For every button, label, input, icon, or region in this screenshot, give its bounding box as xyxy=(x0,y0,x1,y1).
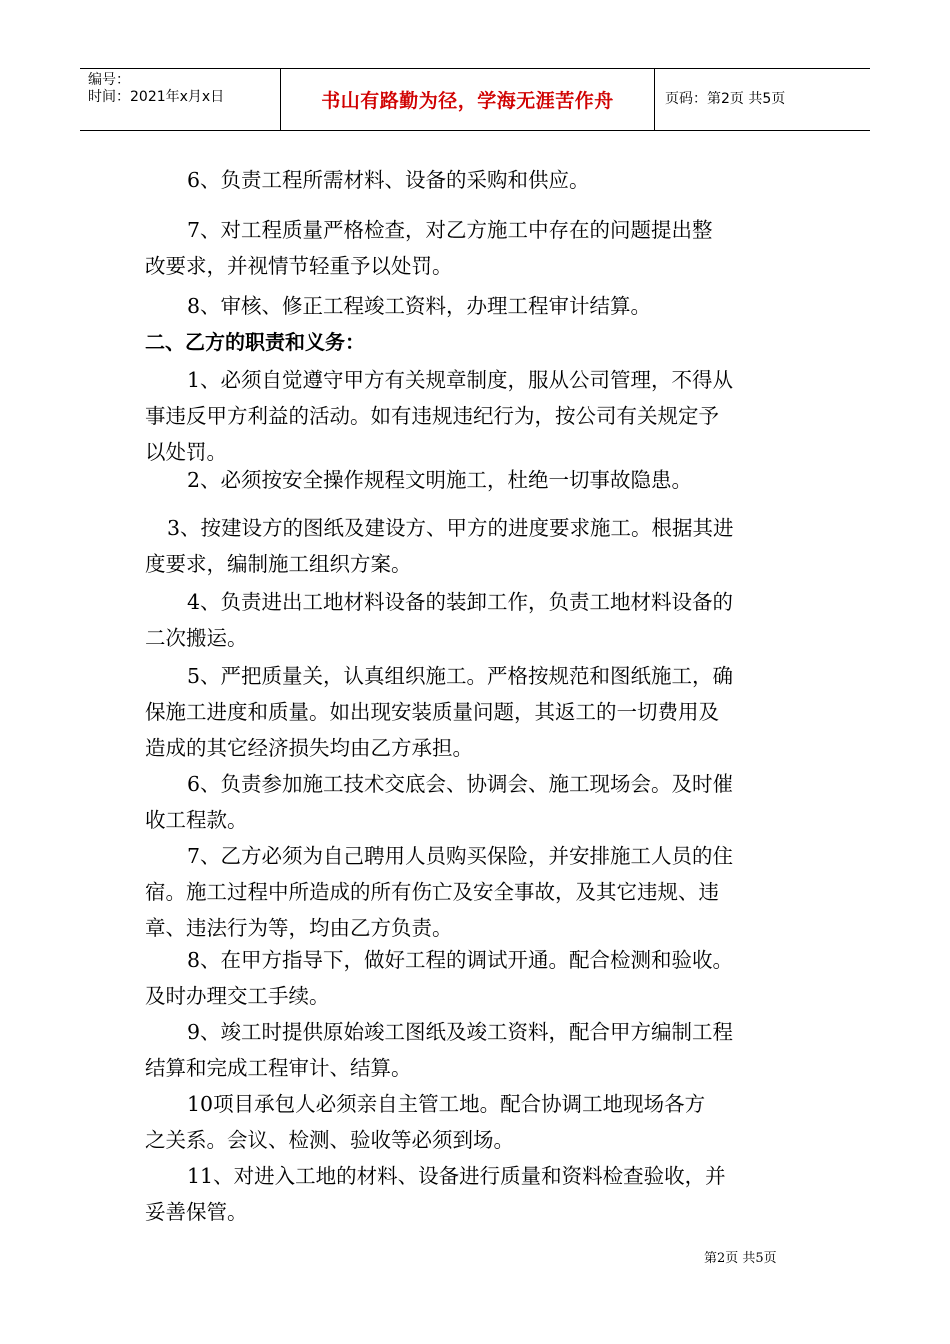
paragraph-line: 结算和完成工程审计、结算。 xyxy=(145,1056,412,1080)
paragraph xyxy=(145,1086,810,1158)
paragraph-line: 3、按建设方的图纸及建设方、甲方的进度要求施工。根据其进 xyxy=(167,516,734,540)
paragraph xyxy=(145,838,810,946)
header-info-cell xyxy=(80,69,281,130)
paragraph-line: 9、竣工时提供原始竣工图纸及竣工资料，配合甲方编制工程 xyxy=(187,1020,734,1044)
header-page-cell xyxy=(655,69,870,130)
paragraph-line: 6、负责参加施工技术交底会、协调会、施工现场会。及时催 xyxy=(187,772,734,796)
paragraph-line: 1、必须自觉遵守甲方有关规章制度，服从公司管理，不得从 xyxy=(187,368,734,392)
paragraph-line: 8、审核、修正工程竣工资料，办理工程审计结算。 xyxy=(187,294,652,318)
paragraph-line: 6、负责工程所需材料、设备的采购和供应。 xyxy=(187,168,590,192)
paragraph-line: 宿。施工过程中所造成的所有伤亡及安全事故，及其它违规、违 xyxy=(145,880,719,904)
number-label: 编号： xyxy=(88,72,130,88)
time-label: 时间：2021年x月x日 xyxy=(88,89,225,105)
paragraph xyxy=(145,658,810,766)
paragraph xyxy=(145,942,810,1014)
paragraph-line: 11、对进入工地的材料、设备进行质量和资料检查验收，并 xyxy=(187,1164,726,1188)
paragraph-line: 二次搬运。 xyxy=(145,626,248,650)
paragraph xyxy=(145,766,810,838)
paragraph xyxy=(145,1014,810,1086)
paragraph-line: 造成的其它经济损失均由乙方承担。 xyxy=(145,736,473,760)
page-footer: 第2页 共5页 xyxy=(704,1251,777,1266)
paragraph-line: 妥善保管。 xyxy=(145,1200,248,1224)
paragraph-line: 2、必须按安全操作规程文明施工，杜绝一切事故隐患。 xyxy=(187,468,693,492)
paragraph-line: 保施工进度和质量。如出现安装质量问题，其返工的一切费用及 xyxy=(145,700,719,724)
paragraph xyxy=(145,212,810,284)
paragraph xyxy=(145,288,810,324)
paragraph-line: 8、在甲方指导下，做好工程的调试开通。配合检测和验收。 xyxy=(187,948,734,972)
page-header xyxy=(80,68,870,131)
paragraph-line: 5、严把质量关，认真组织施工。严格按规范和图纸施工，确 xyxy=(187,664,734,688)
section-heading: 二、乙方的职责和义务： xyxy=(145,330,365,354)
paragraph xyxy=(145,584,810,656)
paragraph-line: 及时办理交工手续。 xyxy=(145,984,330,1008)
paragraph-line: 10项目承包人必须亲自主管工地。配合协调工地现场各方 xyxy=(187,1092,706,1116)
paragraph xyxy=(145,510,810,582)
paragraph-line: 之关系。会议、检测、验收等必须到场。 xyxy=(145,1128,514,1152)
paragraph-line: 事违反甲方利益的活动。如有违规违纪行为，按公司有关规定予 xyxy=(145,404,719,428)
paragraph-line: 4、负责进出工地材料设备的装卸工作，负责工地材料设备的 xyxy=(187,590,734,614)
paragraph xyxy=(145,1158,810,1230)
paragraph xyxy=(145,462,810,498)
paragraph-line: 度要求，编制施工组织方案。 xyxy=(145,552,412,576)
paragraph-line: 7、乙方必须为自己聘用人员购买保险，并安排施工人员的住 xyxy=(187,844,734,868)
paragraph xyxy=(145,362,810,470)
motto-text: 书山有路勤为径，学海无涯苦作舟 xyxy=(321,90,614,112)
header-motto-cell xyxy=(281,69,655,130)
paragraph-line: 7、对工程质量严格检查，对乙方施工中存在的问题提出整 xyxy=(187,218,713,242)
paragraph-line: 收工程款。 xyxy=(145,808,248,832)
header-page-label: 页码：第2页 共5页 xyxy=(665,91,786,107)
paragraph-line: 改要求，并视情节轻重予以处罚。 xyxy=(145,254,453,278)
paragraph-line: 章、违法行为等，均由乙方负责。 xyxy=(145,916,453,940)
paragraph-line: 以处罚。 xyxy=(145,440,227,464)
paragraph xyxy=(145,162,810,198)
